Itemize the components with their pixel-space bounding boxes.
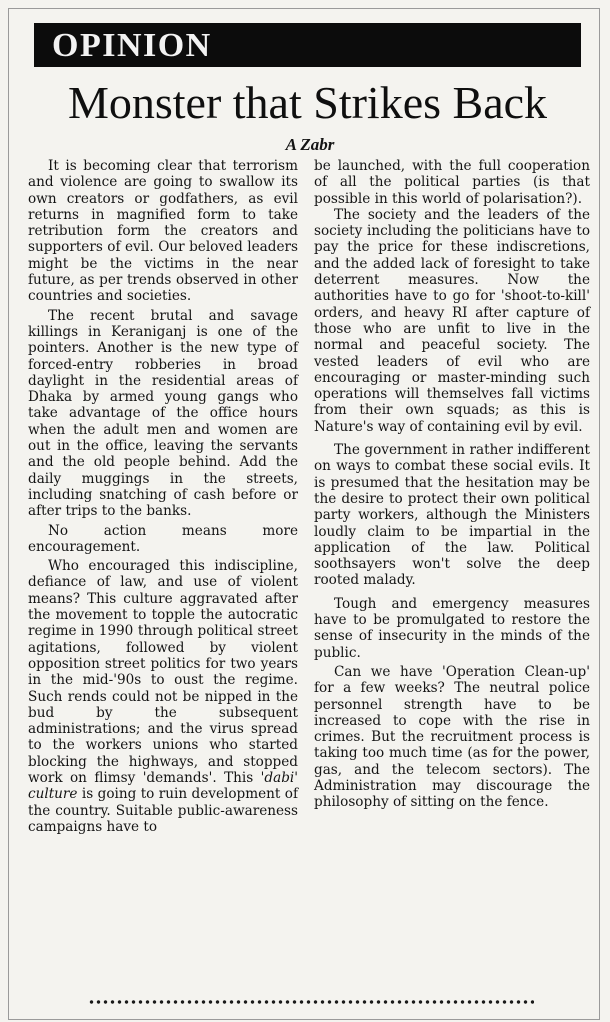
paragraph-text: Who encouraged this indiscipline, defiance of law, and use of violent means? This culture aggravated after the movement to topple the autocratic regime in 1990 through political street agitations, followed by violent opposition street politics for two years in the mid-'90s to oust the regime. Such rends could not be nipped in the bud by the subsequent administrations; and the virus spread to the workers unions who started blocking the highways, and stopped work on flimsy 'demands'. This — [28, 558, 298, 786]
paragraph-text: is going to ruin development of the country. Suitable public-awareness campaigns have to — [28, 786, 298, 835]
section-label: OPINION — [52, 27, 212, 64]
paragraph — [28, 558, 298, 835]
right-column — [314, 158, 590, 811]
paragraph: It is becoming clear that terrorism and violence are going to swallow its own creators or godfathers, as evil returns in magnified form to take retribution form the creators and supporters of evil. Our beloved leaders might be the victims in the near future, as per trends observed in other countries and societies. — [28, 158, 298, 305]
paragraph: The government in rather indifferent on ways to combat these social evils. It is presumed that the hesitation may be the desire to protect their own political party workers, although the Ministers loudly claim to be impartial in the application of the law. Political soothsayers won't solve the deep rooted malady. — [314, 442, 590, 589]
section-banner — [34, 23, 581, 67]
paragraph: be launched, with the full cooperation of all the political parties (is that possible in this world of polarisation?). — [314, 158, 590, 207]
paragraph: Can we have 'Operation Clean-up' for a few weeks? The neutral police personnel strength have to be increased to cope with the rise in crimes. But the recruitment process is taking too much time (as for the power, gas, and the telecom sectors). The Administration may discourage the philosophy of sitting on the fence. — [314, 663, 590, 811]
emphasis-text: 'dabi' culture — [28, 769, 298, 803]
dotted-rule — [88, 999, 534, 1005]
byline: A Zabr — [285, 135, 335, 154]
paragraph: The society and the leaders of the society including the politicians have to pay the price for these indiscretions, and the added lack of foresight to take deterrent measures. Now the authorities have to go for 'shoot-to-kill' orders, and heavy RI after capture of those who are unfit to live in the normal and peaceful society. The vested leaders of evil who are encouraging or master-minding such operations will themselves fall victims from their own squads; as this is Nature's way of containing evil by evil. — [314, 206, 590, 435]
headline: Monster that Strikes Back — [67, 77, 548, 128]
paragraph: Tough and emergency measures have to be promulgated to restore the sense of insecurity in the minds of the public. — [314, 595, 590, 661]
paragraph: No action means more encouragement. — [28, 522, 298, 555]
paragraph: The recent brutal and savage killings in Keraniganj is one of the pointers. Another is the new type of forced-entry robberies in broad daylight in the residential areas of Dhaka by armed young gangs who take advantage of the office hours when the adult men and women are out in the office, leaving the servants and the old people behind. Add the daily muggings in the streets, including snatching of cash before or after trips to the banks. — [28, 307, 298, 520]
left-column — [28, 158, 298, 835]
